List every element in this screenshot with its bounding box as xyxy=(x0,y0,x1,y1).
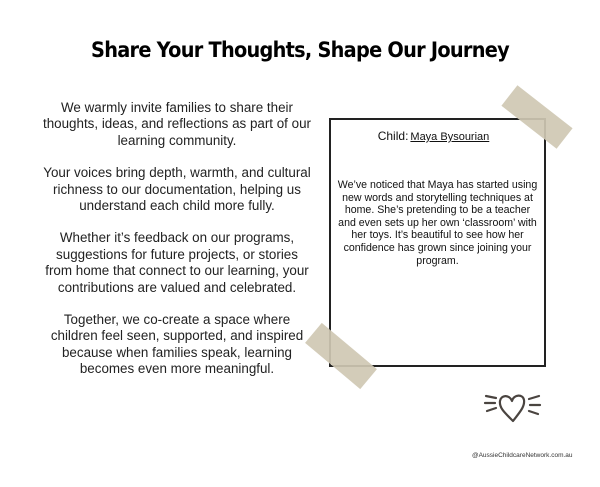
page-title: Share Your Thoughts, Shape Our Journey xyxy=(91,38,509,62)
child-field xyxy=(331,129,544,143)
footer-credit: @AussieChildcareNetwork.com.au xyxy=(472,452,573,459)
heart-icon xyxy=(483,388,543,428)
intro-paragraph: We warmly invite families to share their thoughts, ideas, and reflections as part of our learning community. xyxy=(43,100,311,148)
feedback-card xyxy=(329,118,546,367)
intro-paragraph: Whether it’s feedback on our programs, suggestions for future projects, or stories from home that connect to our learning, your contributions are valued and celebrated. xyxy=(45,230,309,295)
intro-paragraph: Together, we co-create a space where children feel seen, supported, and inspired because when families speak, learning becomes even more meaningful. xyxy=(50,312,304,377)
observation-text: We’ve noticed that Maya has started using new words and storytelling techniques at home. She’s pretending to be a teacher and even sets up her own ‘classroom’ with her toys. It’s beautiful to see how her confidence has grown since joining your program. xyxy=(337,179,538,267)
intro-text xyxy=(42,100,312,394)
child-name: Maya Bysourian xyxy=(410,131,490,143)
intro-paragraph: Your voices bring depth, warmth, and cultural richness to our documentation, helping us understand each child more fully. xyxy=(43,165,311,214)
child-label: Child: xyxy=(377,129,409,143)
